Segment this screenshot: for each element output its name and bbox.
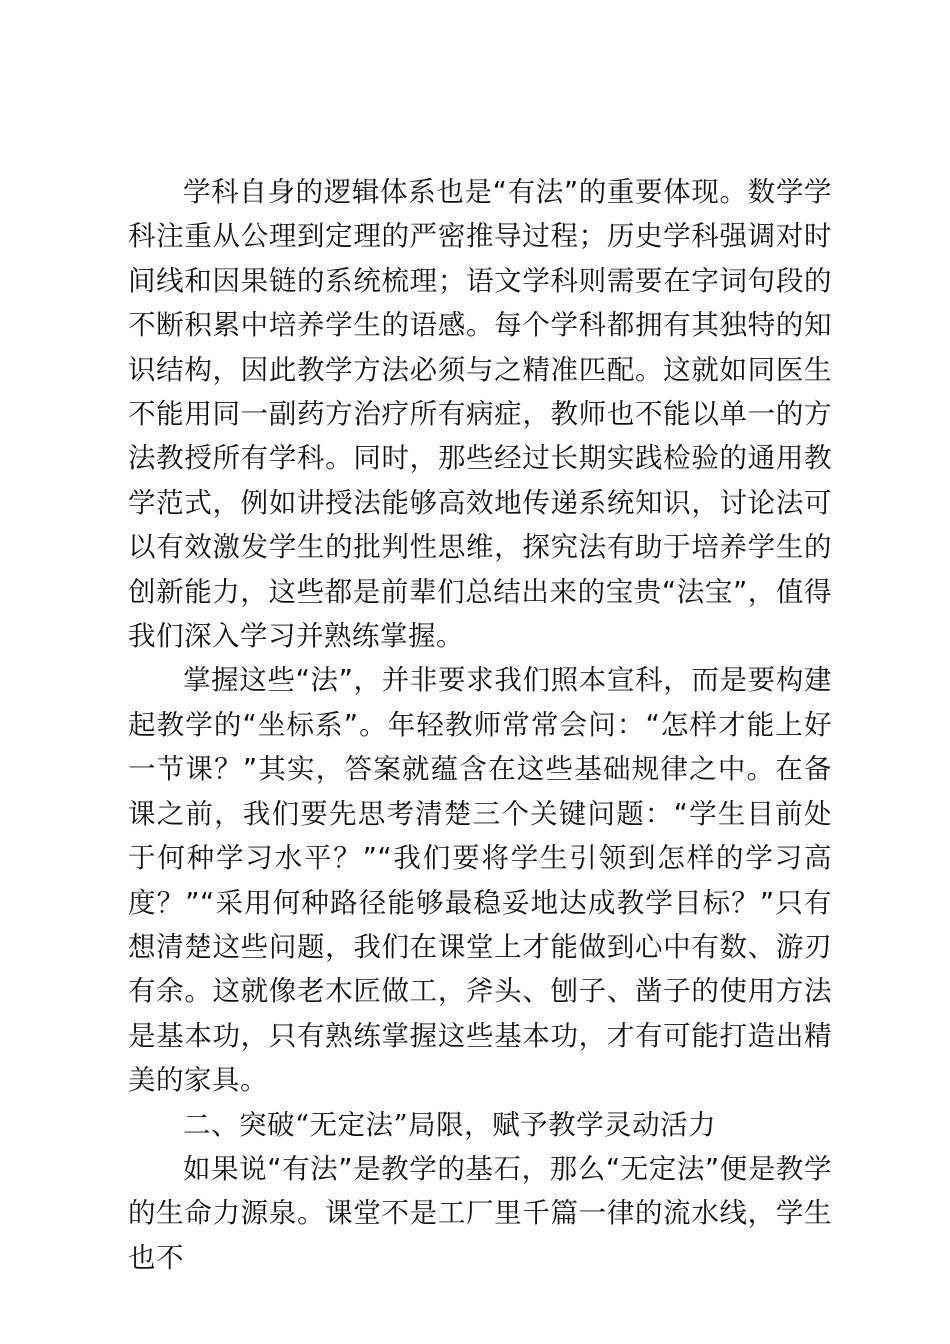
paragraph-subject-logic: 学科自身的逻辑体系也是“有法”的重要体现。数学学科注重从公理到定理的严密推导过程；历史学科强调对时间线和因果链的系统梳理；语文学科则需要在字词句段的不断积累中培养学生的语感。每个学科都拥有其独特的知识结构，因此教学方法必须与之精准匹配。这就如同医生不能用同一副药方治疗所有病症，教师也不能以单一的方法教授所有学科。同时，那些经过长期实践检验的通用教学范式，例如讲授法能够高效地传递系统知识，讨论法可以有效激发学生的批判性思维，探究法有助于培养学生的创新能力，这些都是前辈们总结出来的宝贵“法宝”，值得我们深入学习并熟练掌握。 bbox=[128, 176, 832, 653]
section-heading: 二、突破“无定法”局限，赋予教学灵动活力 bbox=[183, 1108, 717, 1141]
paragraph-master-methods: 掌握这些“法”，并非要求我们照本宣科，而是要构建起教学的“坐标系”。年轻教师常常会问：“怎样才能上好一节课？”其实，答案就蕴含在这些基础规律之中。在备课之前，我们要先思考清楚三个关键问题：“学生目前处于何种学习水平？”“我们要将学生引领到怎样的学习高度？”“采用何种路径能够最稳妥地达成教学目标？”只有想清楚这些问题，我们在课堂上才能做到心中有数、游刃有余。这就像老木匠做工，斧头、刨子、凿子的使用方法是基本功，只有熟练掌握这些基本功，才有可能打造出精美的家具。 bbox=[128, 664, 832, 1097]
paragraph-no-fixed-method: 如果说“有法”是教学的基石，那么“无定法”便是教学的生命力源泉。课堂不是工厂里千篇一律的流水线，学生也不 bbox=[128, 1152, 832, 1274]
